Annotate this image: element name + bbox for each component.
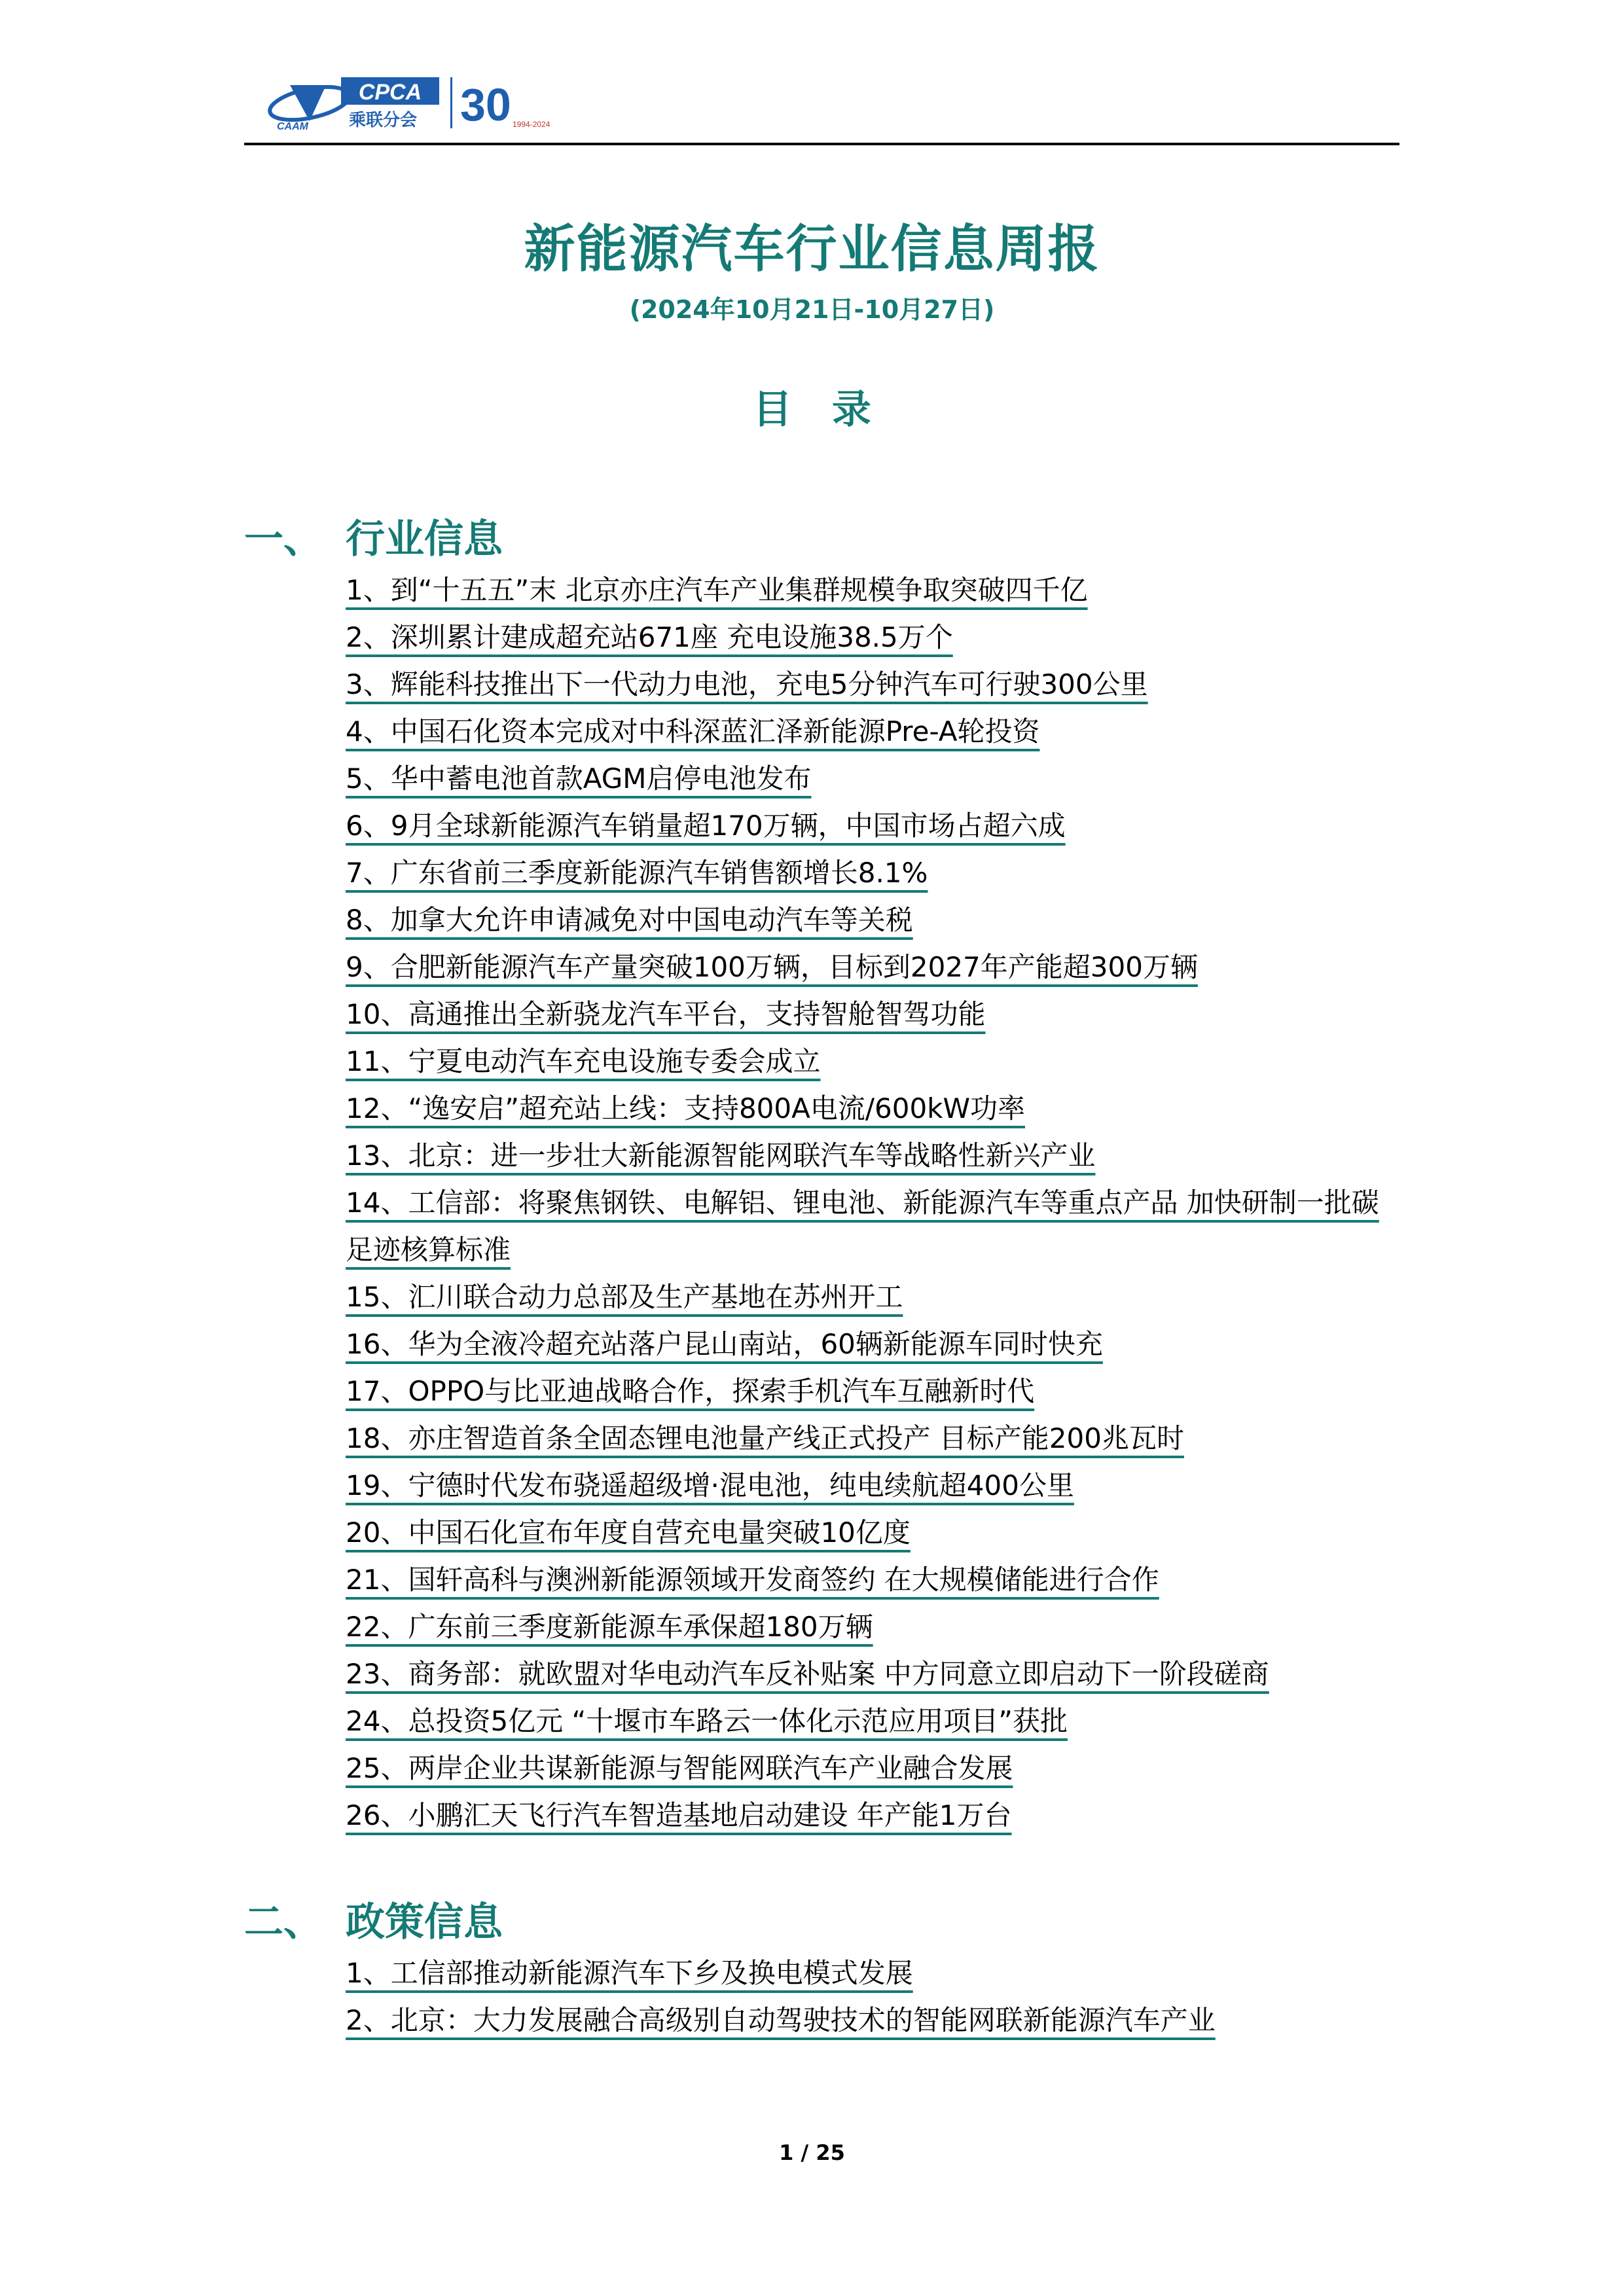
toc-link-text: 22、广东前三季度新能源车承保超180万辆 <box>346 1611 873 1643</box>
section-number: 一、 <box>244 516 323 562</box>
toc-link[interactable] <box>346 1085 1399 1132</box>
toc-link-text: 3、辉能科技推出下一代动力电池，充电5分钟汽车可行驶300公里 <box>346 668 1148 700</box>
logo-anniversary: 30 <box>460 79 511 130</box>
toc-link[interactable] <box>346 991 1399 1038</box>
toc-link-text: 10、高通推出全新骁龙汽车平台，支持智舱智驾功能 <box>346 998 986 1030</box>
toc-link-text: 15、汇川联合动力总部及生产基地在苏州开工 <box>346 1281 903 1313</box>
toc-link-text: 23、商务部：就欧盟对华电动汽车反补贴案 中方同意立即启动下一阶段磋商 <box>346 1658 1269 1690</box>
toc-link-text: 18、亦庄智造首条全固态锂电池量产线正式投产 目标产能200兆瓦时 <box>346 1422 1184 1454</box>
toc-link-text: 1、工信部推动新能源汽车下乡及换电模式发展 <box>346 1957 913 1989</box>
toc-link-text: 25、两岸企业共谋新能源与智能网联汽车产业融合发展 <box>346 1752 1013 1784</box>
section-heading-industry <box>244 508 503 564</box>
toc-link[interactable] <box>346 1415 1399 1462</box>
report-date-range: (2024年10月21日-10月27日) <box>629 295 995 324</box>
toc-link[interactable] <box>346 1179 1399 1274</box>
toc-link-text: 24、总投资5亿元 “十堰市车路云一体化示范应用项目”获批 <box>346 1705 1068 1737</box>
toc-link[interactable] <box>346 1745 1399 1792</box>
header-divider <box>244 143 1399 145</box>
toc-link-text: 9、合肥新能源汽车产量突破100万辆，目标到2027年产能超300万辆 <box>346 951 1198 983</box>
section-number: 二、 <box>244 1899 323 1945</box>
toc-link-text: 4、中国石化资本完成对中科深蓝汇泽新能源Pre-A轮投资 <box>346 715 1040 747</box>
toc-link[interactable] <box>346 1462 1399 1509</box>
toc-link[interactable] <box>346 1651 1399 1698</box>
toc-link[interactable] <box>346 567 1399 614</box>
toc-link[interactable] <box>346 1038 1399 1085</box>
toc-link-text: 1、到“十五五”末 北京亦庄汽车产业集群规模争取突破四千亿 <box>346 574 1088 606</box>
toc-link-text: 7、广东省前三季度新能源汽车销售额增长8.1% <box>346 857 928 889</box>
toc-link-text: 26、小鹏汇天飞行汽车智造基地启动建设 年产能1万台 <box>346 1799 1012 1831</box>
toc-link-text: 2、深圳累计建成超充站671座 充电设施38.5万个 <box>346 621 953 653</box>
toc-link[interactable] <box>346 1604 1399 1651</box>
toc-link[interactable] <box>346 1509 1399 1556</box>
page-number: 1 / 25 <box>779 2140 845 2165</box>
section-title: 行业信息 <box>346 516 503 562</box>
toc-link-text: 19、宁德时代发布骁遥超级增·混电池，纯电续航超400公里 <box>346 1469 1074 1501</box>
report-title: 新能源汽车行业信息周报 <box>524 220 1100 279</box>
toc-heading: 目 录 <box>753 387 871 433</box>
toc-link[interactable] <box>346 1792 1399 1839</box>
toc-link[interactable] <box>346 802 1399 850</box>
toc-link[interactable] <box>346 1698 1399 1745</box>
toc-link[interactable] <box>346 1950 1399 1997</box>
toc-link-text: 2、北京：大力发展融合高级别自动驾驶技术的智能网联新能源汽车产业 <box>346 2004 1216 2036</box>
toc-link[interactable] <box>346 944 1399 991</box>
toc-link[interactable] <box>346 755 1399 802</box>
toc-link[interactable] <box>346 897 1399 944</box>
toc-link[interactable] <box>346 661 1399 708</box>
toc-link-text: 16、华为全液冷超充站落户昆山南站，60辆新能源车同时快充 <box>346 1328 1103 1360</box>
toc-link-text: 6、9月全球新能源汽车销量超170万辆，中国市场占超六成 <box>346 810 1066 842</box>
toc-link[interactable] <box>346 1368 1399 1415</box>
logo-left-text: CAAM <box>277 121 308 132</box>
section-title: 政策信息 <box>346 1899 503 1945</box>
toc-link-text: 8、加拿大允许申请减免对中国电动汽车等关税 <box>346 904 913 936</box>
toc-link[interactable] <box>346 1997 1399 2044</box>
toc-link-text: 12、“逸安启”超充站上线：支持800A电流/600kW功率 <box>346 1092 1026 1124</box>
section-heading-policy <box>244 1891 503 1947</box>
toc-link[interactable] <box>346 614 1399 661</box>
toc-link-text: 17、OPPO与比亚迪战略合作，探索手机汽车互融新时代 <box>346 1375 1035 1407</box>
page-header <box>244 60 1399 145</box>
toc-link-text: 20、中国石化宣布年度自营充电量突破10亿度 <box>346 1516 911 1549</box>
toc-link[interactable] <box>346 708 1399 755</box>
toc-link-text: 11、宁夏电动汽车充电设施专委会成立 <box>346 1045 821 1077</box>
logo-cpca-text: CPCA <box>358 80 422 105</box>
toc-link[interactable] <box>346 1321 1399 1368</box>
toc-link[interactable] <box>346 1274 1399 1321</box>
toc-link[interactable] <box>346 1556 1399 1604</box>
toc-link[interactable] <box>346 1132 1399 1179</box>
toc-link[interactable] <box>346 850 1399 897</box>
toc-link-text: 21、国轩高科与澳洲新能源领域开发商签约 在大规模储能进行合作 <box>346 1564 1159 1596</box>
toc-list-policy <box>346 1950 1399 2044</box>
toc-link-text: 13、北京：进一步壮大新能源智能网联汽车等战略性新兴产业 <box>346 1139 1096 1172</box>
logo-subtext: 乘联分会 <box>349 111 418 130</box>
toc-list-industry <box>346 567 1399 1839</box>
toc-link-text: 5、华中蓄电池首款AGM启停电池发布 <box>346 762 812 795</box>
logo-years: 1994-2024 <box>513 120 550 129</box>
toc-link-text: 14、工信部：将聚焦钢铁、电解铝、锂电池、新能源汽车等重点产品 加快研制一批碳足迹核算标准 <box>346 1187 1379 1266</box>
cpca-logo <box>264 72 604 132</box>
